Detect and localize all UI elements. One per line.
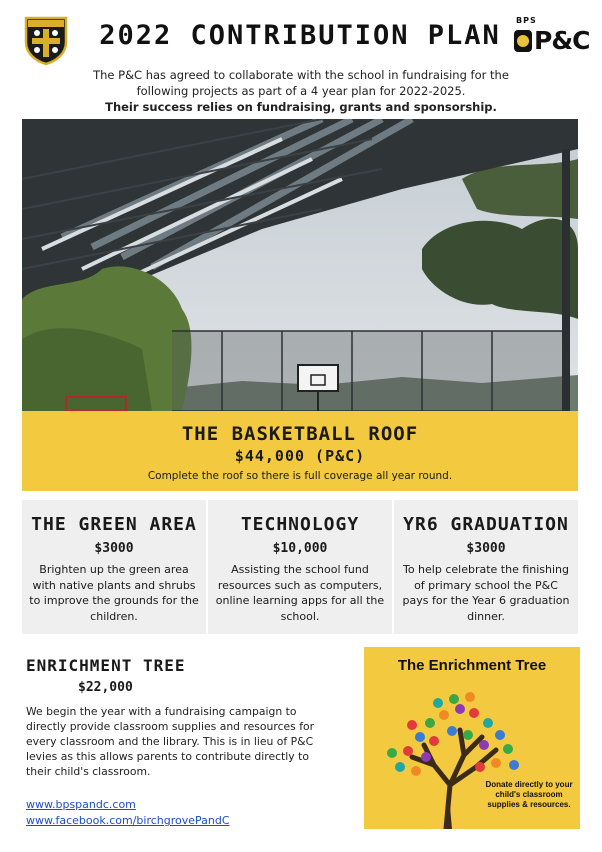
intro-line-2: following projects as part of a 4 year plan for 2022-2025. xyxy=(136,84,466,98)
page-title: 2022 CONTRIBUTION PLAN xyxy=(99,20,501,51)
pandc-logo-icon xyxy=(508,16,590,60)
intro-line-3: Their success relies on fundraising, grants and sponsorship. xyxy=(105,100,497,114)
project-card-green-area xyxy=(22,500,206,634)
poster-note: Donate directly to your child's classroom supplies & resources. xyxy=(485,780,573,809)
project-description: Brighten up the green area with native plants and shrubs to improve the grounds for the children. xyxy=(29,563,199,623)
project-amount: $10,000 xyxy=(272,541,328,556)
logo-text: P&C xyxy=(534,26,590,55)
project-title: THE GREEN AREA xyxy=(31,514,197,535)
project-card-yr6-graduation xyxy=(394,500,578,634)
project-title: YR6 GRADUATION xyxy=(403,514,569,535)
project-title: TECHNOLOGY xyxy=(240,514,360,535)
logo-small-text: BPS xyxy=(516,16,537,25)
project-amount: $3000 xyxy=(466,541,506,556)
intro-line-1: The P&C has agreed to collaborate with the school in fundraising for the xyxy=(93,68,509,82)
project-description: To help celebrate the finishing of primary school the P&C pays for the Year 6 graduation dinner. xyxy=(402,563,570,623)
enrichment-title: ENRICHMENT TREE xyxy=(26,656,186,675)
feature-description: Complete the roof so there is full coverage all year round. xyxy=(147,470,453,482)
basketball-court-photo xyxy=(22,119,578,411)
enrichment-amount: $22,000 xyxy=(78,680,133,695)
project-card-technology xyxy=(208,500,392,634)
feature-amount: $44,000 (P&C) xyxy=(234,447,366,465)
facebook-link[interactable]: www.facebook.com/birchgrovePandC xyxy=(26,814,230,827)
school-crest-icon xyxy=(20,14,72,66)
intro-text xyxy=(40,67,562,115)
website-link[interactable]: www.bpspandc.com xyxy=(26,798,136,811)
enrichment-description: We begin the year with a fundraising campaign to directly provide classroom supplies and resources for every classroom and the library. This is in lieu of P&C levies as this allows parents to contribute directly to their child's classroom. xyxy=(26,705,315,778)
feature-banner xyxy=(22,411,578,491)
poster-title: The Enrichment Tree xyxy=(397,657,547,674)
project-description: Assisting the school fund resources such as computers, online learning apps for all the school. xyxy=(215,563,385,623)
feature-title: THE BASKETBALL ROOF xyxy=(181,423,419,445)
project-amount: $3000 xyxy=(94,541,134,556)
enrichment-tree-poster xyxy=(364,647,580,829)
